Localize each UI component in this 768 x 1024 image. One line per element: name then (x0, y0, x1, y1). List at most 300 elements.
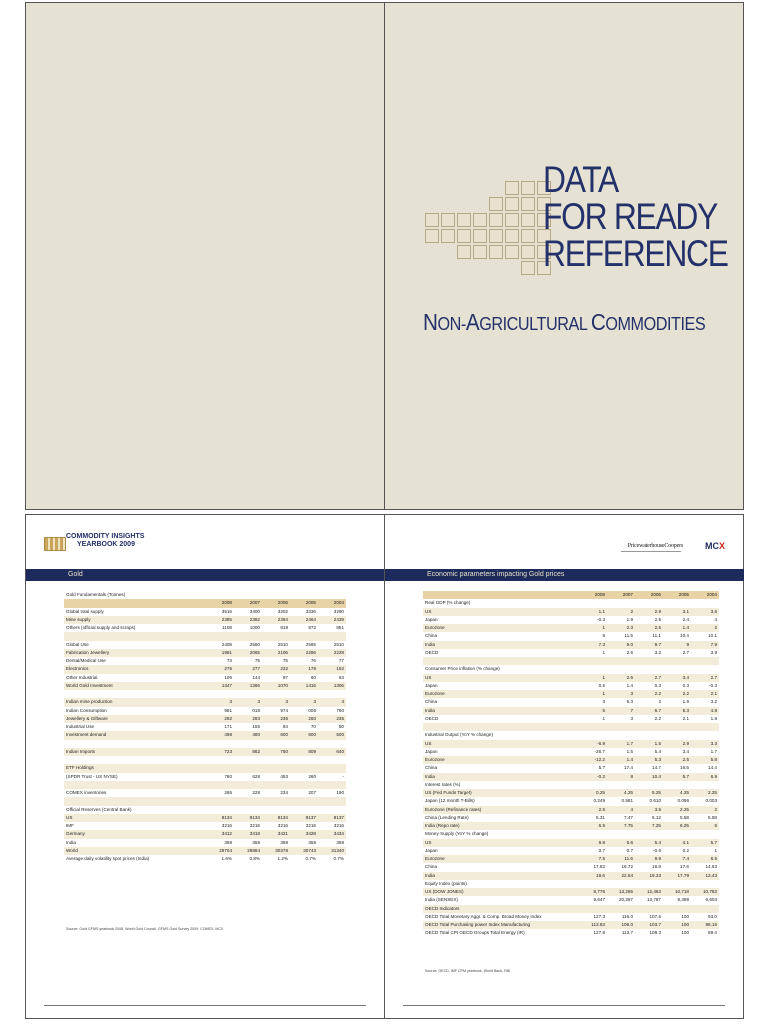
subtitle-part: GRICULTURAL (479, 314, 591, 334)
cell: 127.8 (593, 930, 605, 936)
cell: 3516 (221, 608, 232, 614)
footer-rule (403, 1005, 725, 1006)
header-row (64, 599, 346, 607)
cell: 3216 (305, 823, 316, 828)
cell: 144 (252, 674, 260, 680)
cell: 2065 (234, 649, 262, 657)
cell: 862 (234, 748, 262, 756)
cell (635, 905, 663, 913)
cell (234, 740, 262, 748)
cell: 11.1 (652, 633, 661, 639)
cell: 2.7 (682, 649, 689, 655)
cell: 6.9 (691, 773, 719, 781)
cell (234, 797, 262, 805)
cell: 260 (290, 715, 318, 723)
row-label: OECD Indicators (423, 905, 579, 913)
cell: 75 (282, 658, 288, 663)
row-label: OECD (425, 649, 439, 655)
cell: 1.9 (626, 616, 633, 622)
cell: 0.5 (598, 682, 605, 688)
cell (691, 657, 719, 665)
cell: 127.3 (593, 913, 605, 919)
row-label: Industrial Use (66, 724, 95, 729)
table-row (423, 599, 719, 607)
cell: 13,265 (607, 888, 635, 896)
table-row (423, 839, 719, 847)
cell: 3.4 (663, 674, 691, 682)
row-label: US (64, 814, 206, 822)
cell: 723 (206, 748, 234, 756)
table-row (423, 624, 719, 632)
table-row (64, 822, 346, 830)
gold-table (64, 591, 346, 863)
cell: 7.3 (579, 641, 607, 649)
cell (607, 830, 635, 838)
cell: 207 (308, 790, 316, 795)
row-label: US (423, 740, 579, 748)
cell: 2.5 (607, 674, 635, 682)
table-row (64, 682, 346, 690)
table-row (64, 855, 346, 863)
cell: 2.7 (635, 674, 663, 682)
cell: 2.5 (663, 756, 691, 764)
cell: 2006 (262, 599, 290, 607)
cell: 4.1 (663, 839, 691, 847)
cell: 1 (579, 674, 607, 682)
cell: 3216 (221, 823, 232, 828)
table-row (423, 665, 719, 673)
cell: 1108 (222, 625, 232, 630)
cell: 11.6 (607, 855, 635, 863)
row-label (423, 723, 579, 731)
cell: 600 (290, 731, 318, 739)
cell (579, 723, 607, 731)
row-label (64, 632, 206, 640)
cell: 780 (224, 773, 232, 779)
row-label: US (DOW JONES) (423, 888, 579, 896)
cell: -0.3 (597, 616, 605, 622)
row-label: Interest rates (%) (425, 781, 461, 787)
cell (663, 731, 691, 739)
cell: 0.610 (649, 798, 661, 804)
cell (206, 591, 234, 599)
cell: 2006 (635, 591, 663, 599)
cell (635, 665, 663, 673)
table-row (423, 913, 719, 921)
cell: 2228 (318, 649, 346, 657)
row-label (423, 657, 579, 665)
cell (318, 591, 346, 599)
cell: 8 (607, 773, 635, 781)
cell: 106.0 (607, 921, 635, 929)
row-label: Germany (64, 830, 206, 838)
grid-square (457, 229, 471, 243)
cell: 190 (336, 790, 344, 795)
cell (234, 781, 262, 789)
cell: 10,783 (691, 888, 719, 896)
cell: 50 (338, 724, 344, 729)
cell: 6,603 (705, 897, 717, 903)
cell: 22.64 (607, 872, 635, 880)
row-label (64, 797, 206, 805)
cell: 2.5 (635, 624, 663, 632)
row-label: India (423, 641, 579, 649)
cell: 498 (206, 731, 234, 739)
grid-square (489, 197, 503, 211)
row-label: Eurozone (423, 690, 579, 698)
cell: 5.25 (635, 789, 663, 797)
cell: 809 (290, 748, 318, 756)
cell: 3216 (249, 823, 260, 828)
grid-square (457, 213, 471, 227)
cell (579, 665, 607, 673)
cell: 358 (224, 839, 232, 845)
row-label: Eurozone (423, 855, 579, 863)
row-label: Real GDP (% change) (425, 600, 471, 606)
cell: 9.0 (607, 641, 635, 649)
cell (579, 830, 607, 838)
cell (635, 599, 663, 607)
cell: 73 (226, 658, 232, 663)
cell (691, 781, 719, 789)
table-row (64, 707, 346, 715)
grid-square (441, 213, 455, 227)
grid-square (521, 213, 535, 227)
row-label: China (425, 864, 438, 870)
cell: 358 (308, 839, 316, 845)
economic-page (384, 514, 744, 1019)
row-label: Dental/Medical Use (66, 658, 106, 663)
table-row (64, 632, 346, 640)
row-label (64, 599, 206, 607)
cell: 3290 (333, 608, 344, 614)
cell: 6.5 (579, 822, 607, 830)
cell (691, 830, 719, 838)
cell: 0.3 (682, 682, 689, 688)
cell: 7.4 (663, 855, 691, 863)
section-title: Gold (68, 571, 83, 578)
cell: 11.5 (624, 633, 633, 639)
cell: -0.2 (579, 773, 607, 781)
cell: 7.9 (691, 641, 719, 649)
row-label: Mine supply (64, 616, 206, 624)
grid-square (521, 197, 535, 211)
cell: 0.003 (705, 798, 717, 804)
cell: 106 (224, 674, 232, 680)
table-row (64, 649, 346, 657)
row-label: US (Fed Funds Target) (423, 789, 579, 797)
cell: 2 (691, 624, 719, 632)
row-label: COMEX inventories (66, 790, 107, 795)
row-label: OECD (425, 715, 439, 721)
cell: 5.6 (607, 839, 635, 847)
cell: 453 (280, 773, 288, 779)
cell (290, 632, 318, 640)
table-row (423, 616, 719, 624)
cell: 3.2 (710, 699, 717, 705)
row-label: Others (official supply and scraps) (66, 625, 136, 630)
cell: 16.9 (652, 864, 661, 870)
cell: 2580 (249, 641, 260, 647)
cell: 10,718 (663, 888, 691, 896)
cell: 2004 (318, 599, 346, 607)
cell (290, 797, 318, 805)
table-row (423, 855, 719, 863)
cell: 20,287 (618, 897, 633, 903)
cell: 3418 (234, 830, 262, 838)
cell: 0.086 (677, 798, 689, 804)
cell: 9.7 (635, 641, 663, 649)
cell (607, 723, 635, 731)
cell: 100 (663, 921, 691, 929)
cell: 4 (318, 698, 346, 706)
gold-page (25, 514, 385, 1019)
table-row (64, 674, 346, 682)
cell (318, 797, 346, 805)
cell: 2007 (607, 591, 635, 599)
table-row (423, 797, 719, 805)
cell (234, 756, 262, 764)
cell: 600 (262, 731, 290, 739)
cell: 5.4 (635, 839, 663, 847)
row-label: IMF (66, 823, 74, 828)
cell: 3.1 (663, 608, 691, 616)
table-row (423, 806, 719, 814)
table-row (423, 814, 719, 822)
cell (579, 731, 607, 739)
cell (234, 632, 262, 640)
cell: 171 (224, 724, 232, 729)
cell: 2.7 (691, 674, 719, 682)
cell: 2 (658, 699, 661, 705)
cell: 1.5 (635, 740, 663, 748)
cell (579, 781, 607, 789)
cell: 0.7 (626, 847, 633, 853)
cell (318, 632, 346, 640)
cell: 19.33 (635, 872, 663, 880)
cell (691, 599, 719, 607)
cell: 2.2 (654, 715, 661, 721)
logo-line2: YEARBOOK 2009 (77, 541, 135, 548)
subtitle-part: A (465, 309, 480, 335)
cell: 2464 (290, 616, 318, 624)
cell (206, 806, 234, 814)
cell: 851 (336, 625, 344, 630)
cell: 16.5 (680, 765, 689, 771)
cell: 640 (318, 748, 346, 756)
cover-title-line: FOR READY (543, 196, 718, 237)
cell: 234 (280, 790, 288, 795)
cell: 2286 (290, 649, 318, 657)
cell: 974 (280, 707, 288, 713)
cell (206, 764, 234, 772)
row-label: Japan (12 month T-Bills) (425, 798, 475, 804)
subtitle-part: ON- (437, 314, 466, 334)
cell: 14.63 (705, 864, 717, 870)
cell: 8134 (262, 814, 290, 822)
row-label: China (Lending Rate) (425, 814, 469, 820)
grid-square (473, 229, 487, 243)
pwc-logo: PricewaterhouseCoopers (627, 543, 683, 549)
cell: 3216 (333, 823, 344, 828)
grid-square (489, 245, 503, 259)
cell: 981 (224, 707, 232, 713)
table-row (64, 748, 346, 756)
cell: 4 (607, 806, 635, 814)
cell: 628 (252, 773, 260, 779)
table-row (64, 665, 346, 673)
cell (262, 781, 290, 789)
cell (318, 806, 346, 814)
cell (290, 690, 318, 698)
cell: 2.25 (663, 806, 691, 814)
cell: 2408 (221, 641, 232, 647)
table-row (423, 896, 719, 904)
cell: 1366 (234, 682, 262, 690)
row-label (64, 690, 206, 698)
cell: 2565 (305, 641, 316, 647)
row-label: Industrial Output (YoY % change) (425, 732, 493, 738)
table-row (423, 888, 719, 896)
cell (234, 806, 262, 814)
cell: 2382 (234, 616, 262, 624)
table-row (64, 773, 346, 781)
cell: 2007 (234, 599, 262, 607)
cell: 9,647 (593, 897, 605, 903)
cell: 2.1 (691, 690, 719, 698)
cell (262, 756, 290, 764)
grid-square (521, 245, 535, 259)
grid-square (457, 245, 471, 259)
grid-square (505, 213, 519, 227)
cell (607, 657, 635, 665)
cell: 275 (206, 665, 234, 673)
cell (206, 797, 234, 805)
cell (290, 764, 318, 772)
cell: 235 (318, 715, 346, 723)
cell: 10.4 (680, 633, 689, 639)
table-row (64, 740, 346, 748)
table-row (64, 781, 346, 789)
row-label: Indian Consumption (66, 707, 107, 713)
row-label: Global total supply (66, 608, 104, 614)
cell (262, 806, 290, 814)
table-row (423, 657, 719, 665)
cell: 2.1 (682, 715, 689, 721)
header-row (423, 591, 719, 599)
cell: 2.5 (654, 616, 661, 622)
cell: -0.3 (709, 682, 717, 688)
cell: 3434 (318, 830, 346, 838)
row-label: Gold Fundamentals (Tonnes) (64, 591, 206, 599)
cell (262, 764, 290, 772)
cell (290, 591, 318, 599)
table-row (423, 740, 719, 748)
cell: -0.6 (653, 847, 661, 853)
grid-square (521, 181, 535, 195)
row-label: India (423, 872, 579, 880)
grid-square (505, 197, 519, 211)
cell: 17.82 (593, 864, 605, 870)
cell: 107.6 (649, 913, 661, 919)
cell: 8137 (290, 814, 318, 822)
source-note: Source: Gold GFMS yearbook 2008, World Gold Council, GFMS Gold Survey 2009, COMEX, MCX (66, 927, 224, 931)
row-label: China (425, 765, 438, 771)
cell (234, 591, 262, 599)
cell: 7.25 (635, 822, 663, 830)
table-row (64, 624, 346, 632)
cell: 2.9 (635, 608, 663, 616)
cell (290, 781, 318, 789)
cell (635, 830, 663, 838)
cell (663, 657, 691, 665)
footer-rule (44, 1005, 366, 1006)
cell: 7 (607, 707, 635, 715)
cell (691, 731, 719, 739)
grid-square (489, 213, 503, 227)
cell: 3421 (262, 830, 290, 838)
table-row (423, 764, 719, 772)
cell: 2004 (691, 591, 719, 599)
cell (318, 764, 346, 772)
cell: 155 (252, 724, 260, 729)
cell: 14.7 (652, 765, 661, 771)
cover-title (543, 161, 728, 272)
table-row (64, 591, 346, 599)
cell: 5 (579, 707, 607, 715)
cell: 3 (290, 698, 318, 706)
row-label: India (Repo rate) (423, 822, 579, 830)
table-row (423, 748, 719, 756)
cell: 5.3 (635, 756, 663, 764)
cell (663, 905, 691, 913)
table-row (423, 723, 719, 731)
table-row (64, 616, 346, 624)
cell (635, 781, 663, 789)
cell: 0.7% (333, 856, 344, 861)
cell: 2510 (277, 641, 288, 647)
cover-subtitle (423, 309, 705, 336)
row-label: US (423, 674, 579, 682)
cell: 1.4 (626, 682, 633, 688)
cell: 260 (308, 773, 316, 779)
row-label: China (425, 633, 438, 639)
cell: 2.3 (607, 624, 635, 632)
cell (579, 657, 607, 665)
cell: 292 (206, 715, 234, 723)
cell: 5.7 (598, 765, 605, 771)
section-bar (385, 569, 744, 581)
mcx-logo (705, 541, 725, 551)
cell: 2 (691, 806, 719, 814)
subtitle-part: OMMODITIES (605, 314, 706, 334)
cell (262, 690, 290, 698)
cell (579, 905, 607, 913)
table-row (423, 921, 719, 929)
cell: 3202 (277, 608, 288, 614)
subtitle-part: N (423, 309, 438, 335)
cell (691, 905, 719, 913)
table-row (64, 847, 346, 855)
row-label: Indian mine production (64, 698, 206, 706)
cell: 2.6 (626, 649, 633, 655)
cell: 3 (630, 715, 633, 721)
cover-title-line: REFERENCE (543, 233, 728, 274)
row-label: Global Use (66, 641, 89, 647)
cell: 3412 (206, 830, 234, 838)
table-row (423, 674, 719, 682)
cell: 3.2 (654, 649, 661, 655)
